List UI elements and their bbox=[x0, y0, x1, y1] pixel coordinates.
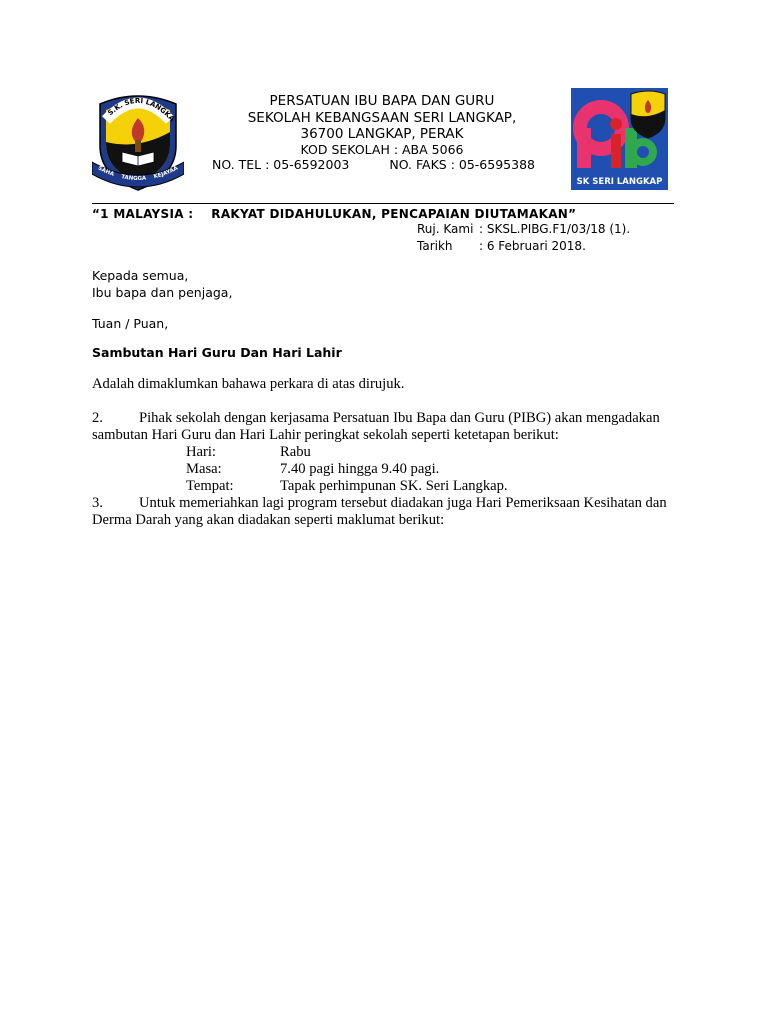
paragraph-2-number: 2. bbox=[92, 410, 103, 426]
header-line-2: SEKOLAH KEBANGSAAN SERI LANGKAP, bbox=[247, 110, 517, 126]
recipient-line-1: Kepada semua, bbox=[92, 268, 189, 283]
paragraph-2-text: Pihak sekolah dengan kerjasama Persatuan Ibu Bapa dan Guru (PIBG) akan mengadakan sambutan Hari Guru dan Hari Lahir peringkat sekolah seperti ketetapan berikut: bbox=[92, 410, 660, 443]
ref-label: Ruj. Kami bbox=[417, 222, 474, 236]
paragraph-2 bbox=[92, 410, 677, 444]
ref-value: : SKSL.PIBG.F1/03/18 (1). bbox=[479, 222, 631, 236]
recipient-line-2: Ibu bapa dan penjaga, bbox=[92, 285, 233, 300]
date-value: : 6 Februari 2018. bbox=[479, 239, 586, 253]
crest-ribbon-word-1: SAHA bbox=[96, 165, 115, 178]
date-label: Tarikh bbox=[417, 239, 453, 253]
detail-value-day: Rabu bbox=[280, 444, 311, 460]
header-line-1: PERSATUAN IBU BAPA DAN GURU bbox=[269, 93, 495, 109]
pibg-logo bbox=[571, 88, 668, 190]
header-line-3: 36700 LANGKAP, PERAK bbox=[300, 126, 464, 142]
detail-value-place: Tapak perhimpunan SK. Seri Langkap. bbox=[280, 478, 508, 494]
detail-label-day: Hari: bbox=[186, 444, 216, 460]
school-code: KOD SEKOLAH : ABA 5066 bbox=[300, 142, 464, 157]
letter-subject: Sambutan Hari Guru Dan Hari Lahir bbox=[92, 345, 342, 360]
detail-label-place: Tempat: bbox=[186, 478, 234, 494]
pibg-caption: SK SERI LANGKAP bbox=[576, 177, 663, 187]
paragraph-3 bbox=[92, 495, 677, 529]
paragraph-1: Adalah dimaklumkan bahawa perkara di atas dirujuk. bbox=[92, 376, 405, 392]
fax-number: NO. FAKS : 05-6595388 bbox=[389, 157, 535, 172]
crest-ribbon-word-3: KEJAYAA bbox=[153, 165, 180, 181]
date-row bbox=[417, 239, 586, 253]
header-divider bbox=[92, 203, 674, 204]
paragraph-3-text: Untuk memeriahkan lagi program tersebut diadakan juga Hari Pemeriksaan Kesihatan dan Derma Darah yang akan diadakan seperti maklumat berikut: bbox=[92, 495, 667, 528]
detail-value-time: 7.40 pagi hingga 9.40 pagi. bbox=[280, 461, 440, 477]
phone-number: NO. TEL : 05-6592003 bbox=[212, 157, 350, 172]
school-crest-logo bbox=[92, 88, 184, 198]
motto: “1 MALAYSIA : RAKYAT DIDAHULUKAN, PENCAPAIAN DIUTAMAKAN” bbox=[92, 207, 577, 221]
crest-arc-text: S.K. SERI LANGKA bbox=[106, 96, 177, 124]
greeting: Tuan / Puan, bbox=[92, 316, 169, 331]
contact-line bbox=[212, 157, 535, 172]
paragraph-3-number: 3. bbox=[92, 495, 103, 511]
detail-label-time: Masa: bbox=[186, 461, 222, 477]
reference-row bbox=[417, 222, 630, 236]
crest-ribbon-word-2: TANGGA bbox=[120, 174, 147, 183]
